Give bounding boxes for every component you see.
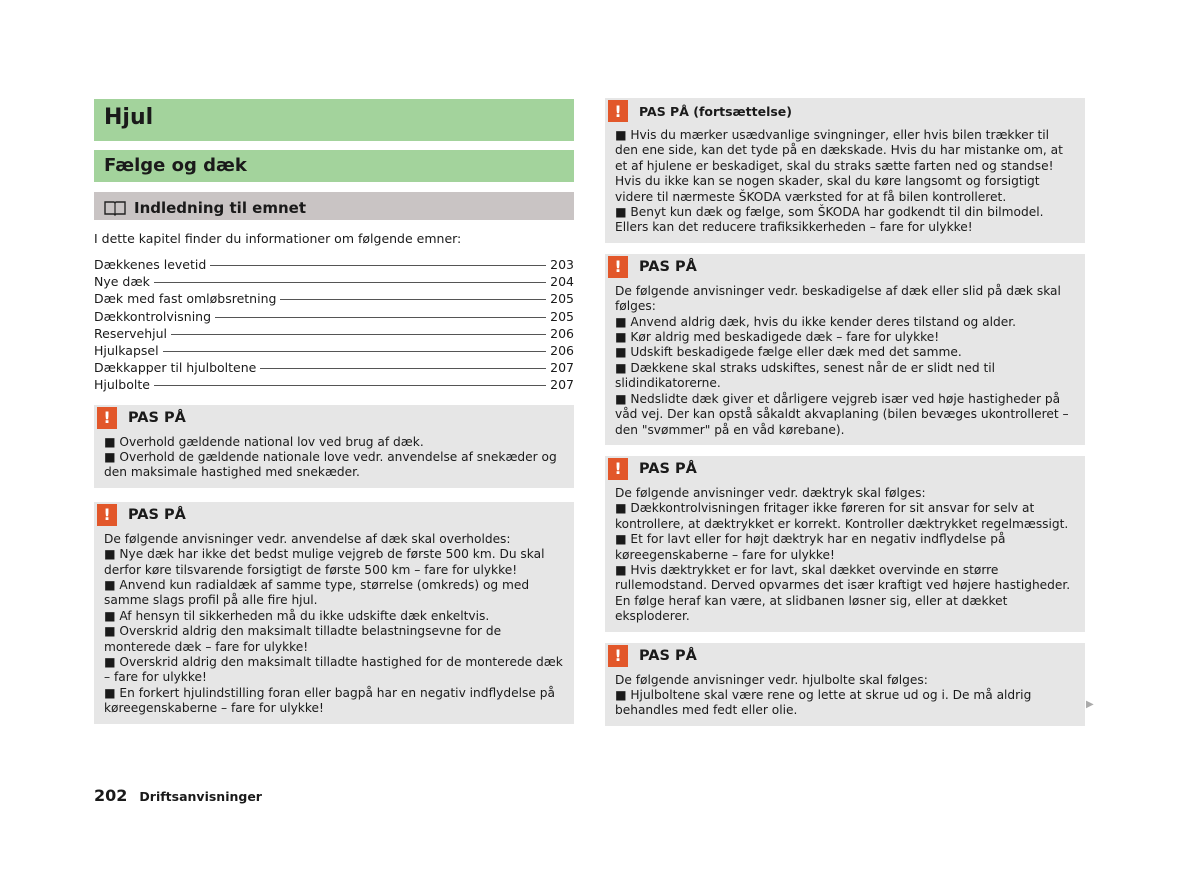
toc-page: 207: [550, 377, 574, 393]
warning-line: ■ Kør aldrig med beskadigede dæk – fare for ulykke!: [615, 330, 940, 345]
warning-icon: !: [608, 256, 628, 278]
warning-line: ■ Anvend aldrig dæk, hvis du ikke kender deres tilstand og alder.: [615, 314, 1016, 329]
warning-line: De følgende anvisninger vedr. beskadigelse af dæk eller slid på dæk skal følges:: [615, 283, 1061, 314]
toc-page: 206: [550, 325, 574, 341]
warning-header: [605, 643, 1085, 669]
warning-icon: !: [608, 100, 628, 122]
warning-icon: !: [608, 645, 628, 667]
warning-line: ■ Anvend kun radialdæk af samme type, størrelse (omkreds) og med samme slags profil på alle fire hjul.: [104, 577, 530, 608]
warning-body: [605, 284, 1085, 438]
warning-header: [94, 405, 574, 431]
warning-icon: !: [97, 407, 117, 429]
intro-heading-bar: [94, 192, 574, 220]
warning-line: ■ En forkert hjulindstilling foran eller bagpå har en negativ indflydelse på køreegenskaberne – fare for ulykke!: [104, 685, 555, 716]
warning-body: [94, 532, 574, 717]
warning-line: ■ Udskift beskadigede fælge eller dæk med det samme.: [615, 345, 962, 360]
warning-box: [94, 502, 574, 724]
warning-title: PAS PÅ (fortsættelse): [639, 103, 792, 119]
toc-label: Dækkapper til hjulboltene: [94, 360, 257, 376]
footer-section: Driftsanvisninger: [139, 789, 262, 804]
toc-list: [94, 257, 574, 395]
warning-line: ■ Et for lavt eller for højt dæktryk har en negativ indflydelse på køreegenskaberne – fare for ulykke!: [615, 532, 1006, 562]
toc-page: 206: [550, 342, 574, 358]
warning-box: [605, 643, 1085, 726]
toc-leader: [171, 334, 546, 335]
toc-leader: [154, 282, 546, 283]
warning-body: [94, 435, 574, 481]
toc-entry[interactable]: [94, 291, 574, 308]
warning-title: PAS PÅ: [639, 258, 697, 275]
warning-line: ■ Benyt kun dæk og fælge, som ŠKODA har godkendt til din bilmodel. Ellers kan det reducere trafiksikkerheden – fare for ulykke!: [615, 205, 1044, 235]
warning-body: [605, 673, 1085, 719]
warning-header: [605, 456, 1085, 482]
toc-entry[interactable]: [94, 343, 574, 360]
toc-entry[interactable]: [94, 377, 574, 394]
warning-line: ■ Overhold gældende national lov ved brug af dæk.: [104, 434, 424, 449]
toc-label: Reservehjul: [94, 325, 168, 341]
intro-heading: Indledning til emnet: [134, 199, 307, 217]
toc-label: Hjulbolte: [94, 377, 150, 393]
warning-title: PAS PÅ: [639, 647, 697, 664]
toc-label: Dækkenes levetid: [94, 257, 207, 272]
toc-page: 205: [550, 291, 574, 307]
right-column: [605, 98, 1085, 726]
toc-label: Hjulkapsel: [94, 342, 159, 358]
warning-line: ■ Hjulboltene skal være rene og lette at skrue ud og i. De må aldrig behandles med fedt eller olie.: [615, 687, 1032, 718]
toc-leader: [154, 385, 546, 386]
toc-label: Dæk med fast omløbsretning: [94, 291, 277, 307]
warning-title: PAS PÅ: [128, 506, 186, 523]
toc-leader: [260, 368, 546, 369]
continue-arrow-icon: ▶: [1086, 699, 1094, 710]
warning-line: ■ Overskrid aldrig den maksimalt tilladte hastighed for de monterede dæk – fare for ulykke!: [104, 654, 563, 685]
toc-page: 203: [550, 257, 574, 272]
section-title: Fælge og dæk: [94, 150, 574, 182]
warning-header: [605, 254, 1085, 280]
warning-line: ■ Af hensyn til sikkerheden må du ikke udskifte dæk enkeltvis.: [104, 608, 490, 623]
warning-line: ■ Nedslidte dæk giver et dårligere vejgreb især ved høje hastigheder på våd vej. Der kan opstå såkaldt akvaplaning (bilen bevæges ukontrolleret – den "svømmer" på en våd kørebane).: [615, 391, 1069, 437]
page-number: 202: [94, 786, 128, 805]
warning-box: [94, 405, 574, 488]
warning-line: ■ Dækkontrolvisningen fritager ikke føreren for sit ansvar for selv at kontrollere, at dæktrykket er korrekt. Kontroller dæktrykket regelmæssigt.: [615, 501, 1069, 531]
warning-box: [605, 456, 1085, 632]
warning-title: PAS PÅ: [639, 460, 697, 477]
warning-line: ■ Dækkene skal straks udskiftes, senest når de er slidt ned til slidindikatorerne.: [615, 360, 996, 391]
warning-icon: !: [97, 504, 117, 526]
warning-line: De følgende anvisninger vedr. anvendelse af dæk skal overholdes:: [104, 531, 511, 546]
toc-leader: [163, 351, 547, 352]
right-warnings: [605, 98, 1085, 726]
warning-line: ■ Overhold de gældende nationale love vedr. anvendelse af snekæder og den maksimale hastighed med snekæder.: [104, 449, 557, 480]
warning-box: [605, 254, 1085, 445]
left-column: [94, 99, 574, 724]
book-icon: [104, 200, 126, 216]
toc-page: 207: [550, 360, 574, 376]
page-footer: [94, 786, 262, 805]
toc-leader: [210, 265, 546, 266]
warning-line: ■ Overskrid aldrig den maksimalt tilladte belastningsevne for de monterede dæk – fare for ulykke!: [104, 624, 502, 654]
toc-page: 205: [550, 308, 574, 324]
toc-entry[interactable]: [94, 309, 574, 326]
warning-icon: !: [608, 458, 628, 480]
warning-body: [605, 486, 1085, 625]
toc-page: 204: [550, 274, 574, 290]
warning-body: [605, 128, 1085, 236]
intro-text: I dette kapitel finder du informationer om følgende emner:: [94, 231, 462, 246]
chapter-title: Hjul: [94, 99, 574, 141]
toc-leader: [280, 299, 546, 300]
toc-leader: [215, 317, 546, 318]
warning-line: ■ Hvis du mærker usædvanlige svingninger, eller hvis bilen trækker til den ene side, kan det tyde på en dækskade. Hvis du har mistanke om, at et af hjulene er beskadiget, skal du straks sætte farten ned og standse! Hvis du ikke kan se nogen skader, skal du køre langsomt og forsigtigt videre til nærmeste ŠKODA værksted for at få bilen kontrolleret.: [615, 128, 1063, 204]
warning-box: [605, 98, 1085, 243]
toc-label: Dækkontrolvisning: [94, 308, 212, 324]
toc-entry[interactable]: [94, 257, 574, 274]
toc-entry[interactable]: [94, 360, 574, 377]
warning-line: De følgende anvisninger vedr. hjulbolte skal følges:: [615, 672, 928, 687]
warning-line: De følgende anvisninger vedr. dæktryk skal følges:: [615, 485, 926, 500]
warning-line: ■ Nye dæk har ikke det bedst mulige vejgreb de første 500 km. Du skal derfor køre tilsvarende forsigtigt de første 500 km – fare for ulykke!: [104, 547, 545, 577]
toc-entry[interactable]: [94, 326, 574, 343]
left-warnings: [94, 405, 574, 724]
warning-line: ■ Hvis dæktrykket er for lavt, skal dækket overvinde en større rullemodstand. Derved opvarmes det især kraftigt ved højere hastigheder. En følge heraf kan være, at slidbanen løsner sig, eller at dækket eksploderer.: [615, 562, 1071, 624]
warning-header: [94, 502, 574, 528]
toc-label: Nye dæk: [94, 274, 150, 290]
warning-title: PAS PÅ: [128, 409, 186, 426]
warning-header: [605, 98, 1085, 124]
toc-entry[interactable]: [94, 274, 574, 291]
